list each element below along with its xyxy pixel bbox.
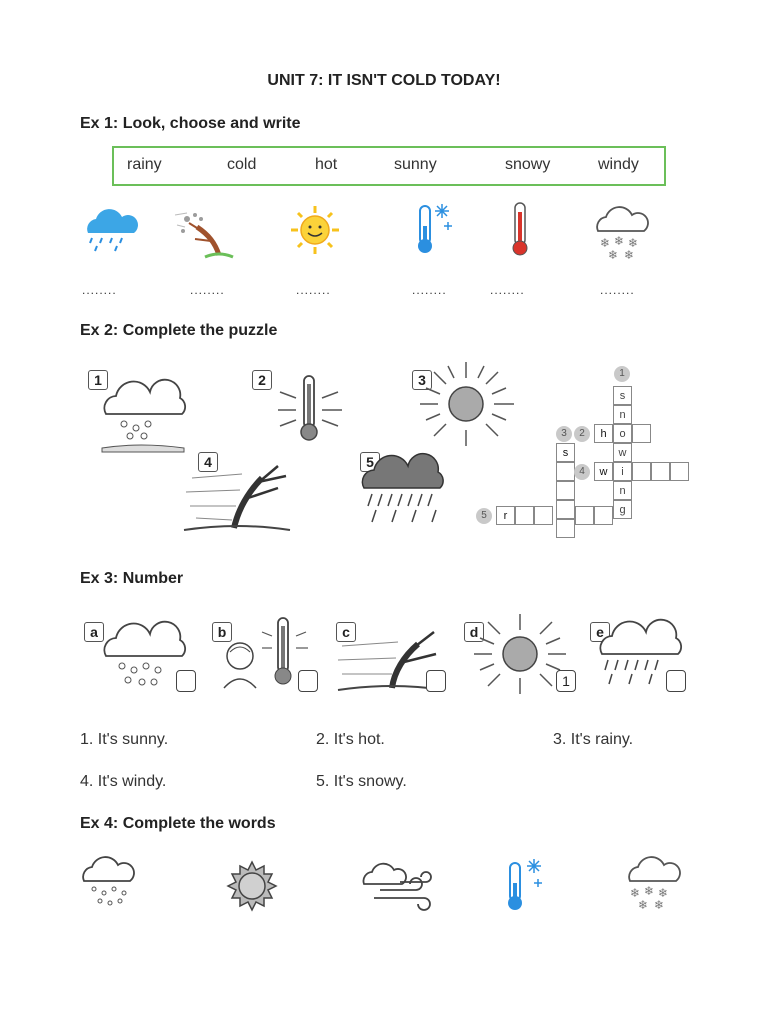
answer-box-e[interactable] (666, 670, 686, 692)
svg-text:❄: ❄ (624, 248, 635, 262)
blank-5[interactable]: ........ (490, 283, 525, 297)
answer-box-a[interactable] (176, 670, 196, 692)
crossword-cell[interactable]: s (613, 386, 632, 405)
windy-tree-icon (182, 448, 292, 534)
crossword-cell[interactable]: w (613, 443, 632, 462)
svg-text:❄: ❄ (608, 248, 619, 262)
blank-6[interactable]: ........ (600, 283, 635, 297)
crossword-cell[interactable] (556, 481, 575, 500)
sentence-4: 4. It's windy. (80, 773, 167, 790)
picture-label-a: a (84, 622, 104, 642)
crossword-cell[interactable]: s (556, 443, 575, 462)
crossword-cell[interactable] (594, 506, 613, 525)
word-windy: windy (598, 156, 639, 173)
blank-1[interactable]: ........ (82, 283, 117, 297)
word-sunny: sunny (394, 156, 437, 173)
rain-cloud-icon (358, 448, 450, 528)
wind-cloud-icon (360, 858, 434, 908)
sun-icon (470, 612, 570, 696)
clue-number-2: 2 (574, 426, 590, 442)
ex2-heading: Ex 2: Complete the puzzle (80, 322, 278, 339)
hot-thermometer-icon (505, 200, 535, 258)
crossword-cell[interactable] (556, 462, 575, 481)
picture-label-c: c (336, 622, 356, 642)
picture-number-3: 3 (412, 370, 432, 390)
crossword-cell[interactable] (670, 462, 689, 481)
ex1-heading: Ex 1: Look, choose and write (80, 115, 301, 132)
answer-box-b[interactable] (298, 670, 318, 692)
svg-text:❄: ❄ (638, 898, 649, 912)
crossword-cell[interactable]: g (613, 500, 632, 519)
svg-text:❄: ❄ (654, 898, 665, 912)
crossword-cell[interactable]: i (613, 462, 632, 481)
sentence-1: 1. It's sunny. (80, 731, 169, 748)
word-snowy: snowy (505, 156, 551, 173)
snow-cloud-icon (80, 855, 142, 913)
word-cold: cold (227, 156, 257, 173)
word-bank (112, 146, 666, 186)
crossword-cell[interactable]: h (594, 424, 613, 443)
cold-thermometer-icon (500, 855, 548, 915)
sun-icon (226, 860, 278, 912)
clue-number-1: 1 (614, 366, 630, 382)
sentence-2: 2. It's hot. (316, 731, 385, 748)
picture-number-5: 5 (360, 452, 380, 472)
smiling-sun-icon (290, 205, 342, 255)
crossword-cell[interactable]: n (613, 481, 632, 500)
crossword-cell[interactable] (556, 500, 575, 519)
crossword-cell[interactable] (556, 519, 575, 538)
blank-3[interactable]: ........ (296, 283, 331, 297)
clue-number-3: 3 (556, 426, 572, 442)
svg-text:❄: ❄ (614, 234, 625, 248)
svg-text:❄: ❄ (658, 886, 669, 900)
picture-label-b: b (212, 622, 232, 642)
windy-tree-icon (175, 205, 240, 260)
crossword-cell[interactable] (632, 424, 651, 443)
page-title: UNIT 7: IT ISN'T COLD TODAY! (267, 72, 501, 89)
blank-4[interactable]: ........ (412, 283, 447, 297)
crossword-cell[interactable] (575, 506, 594, 525)
hot-thermometer-icon (272, 372, 352, 444)
word-hot: hot (315, 156, 338, 173)
crossword-cell[interactable] (651, 462, 670, 481)
sun-icon (418, 360, 518, 450)
rain-cloud-icon (80, 205, 140, 255)
ex3-heading: Ex 3: Number (80, 570, 184, 587)
sentence-5: 5. It's snowy. (316, 773, 407, 790)
snow-cloud-icon (100, 372, 192, 456)
picture-label-d: d (464, 622, 484, 642)
crossword-cell[interactable]: w (594, 462, 613, 481)
clue-number-5: 5 (476, 508, 492, 524)
crossword-cell[interactable] (515, 506, 534, 525)
blank-2[interactable]: ........ (190, 283, 225, 297)
crossword-cell[interactable] (632, 462, 651, 481)
svg-text:❄: ❄ (644, 884, 655, 898)
picture-number-4: 4 (198, 452, 218, 472)
word-rainy: rainy (127, 156, 162, 173)
clue-number-4: 4 (574, 464, 590, 480)
crossword-cell[interactable] (534, 506, 553, 525)
snow-cloud-icon (592, 205, 652, 260)
picture-number-2: 2 (252, 370, 272, 390)
svg-text:❄: ❄ (628, 236, 639, 250)
sentence-3: 3. It's rainy. (553, 731, 634, 748)
picture-number-1: 1 (88, 370, 108, 390)
snow-cloud-icon (624, 855, 686, 913)
cold-thermometer-icon (410, 200, 458, 258)
picture-label-e: e (590, 622, 610, 642)
crossword-cell[interactable]: n (613, 405, 632, 424)
ex4-heading: Ex 4: Complete the words (80, 815, 276, 832)
crossword-cell[interactable]: r (496, 506, 515, 525)
answer-box-c[interactable] (426, 670, 446, 692)
svg-text:❄: ❄ (630, 886, 641, 900)
svg-text:❄: ❄ (600, 236, 611, 250)
crossword-cell[interactable]: o (613, 424, 632, 443)
answer-box-d[interactable]: 1 (556, 670, 576, 692)
